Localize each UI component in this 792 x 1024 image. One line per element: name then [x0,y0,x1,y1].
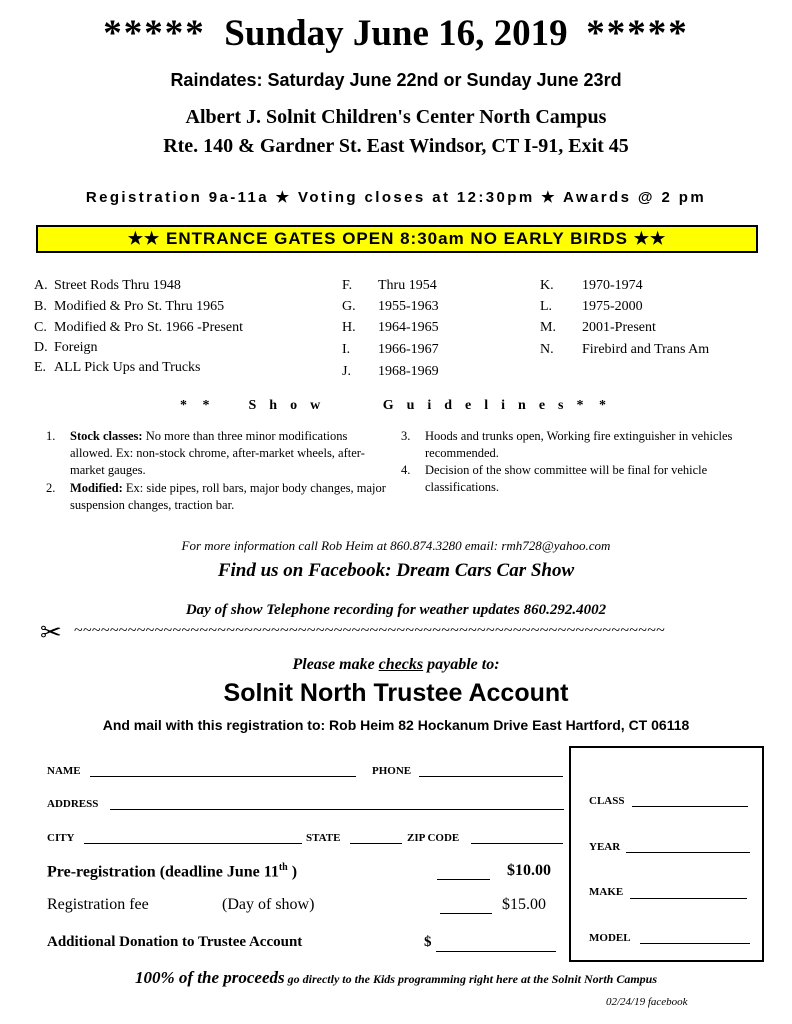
class-label: Street Rods Thru 1948 [54,278,181,293]
guideline-text: No more than three minor modifications allowed. Ex: non-stock chrome, after-market wheels, after-market gauges. [70,429,365,477]
class-item [540,299,643,315]
class-key: G. [342,299,356,314]
registration-fee-label: Registration fee [47,896,149,913]
guideline-number: 2. [46,481,56,495]
proceeds-small: go directly to the Kids programming right here at the Solnit North Campus [284,972,658,986]
class-item [34,299,224,315]
class-label: ALL Pick Ups and Trucks [54,360,201,375]
model-label: MODEL [589,932,631,944]
class-item [342,320,439,336]
class-key: N. [540,342,554,357]
class-label: 1955-1963 [378,299,439,314]
flyer-date: 02/24/19 facebook [606,996,688,1008]
class-item [342,278,437,294]
class-key: D. [34,340,48,355]
schedule-line: Registration 9a-11a ★ Voting closes at 12:30pm ★ Awards @ 2 pm [85,189,707,206]
proceeds-line [0,968,792,988]
class-label: CLASS [589,795,625,807]
class-item [34,278,181,294]
city-field[interactable] [84,843,302,844]
scissors-icon: ✂ [40,618,62,647]
class-label: 1975-2000 [582,299,643,314]
cut-line: ~~~~~~~~~~~~~~~~~~~~~~~~~~~~~~~~~~~~~~~~~~~~~~~~~~~~~~~~~~~~~~~~~~ [74,622,666,639]
venue-name: Albert J. Solnit Children's Center North Campus [185,106,607,128]
guideline-4 [401,462,741,498]
class-item [34,360,201,376]
class-key: J. [342,364,351,379]
guideline-number: 3. [401,429,411,443]
facebook-line: Find us on Facebook: Dream Cars Car Show [217,560,575,581]
class-key: E. [34,360,47,375]
prereg-text: Pre-registration (deadline June 11 [47,863,279,881]
name-label: NAME [47,765,81,777]
preregistration-label [47,862,297,881]
state-field[interactable] [350,843,402,844]
guideline-number: 1. [46,429,56,443]
class-key: M. [540,320,556,335]
class-label: 1968-1969 [378,364,439,379]
class-label: 1970-1974 [582,278,643,293]
donation-label: Additional Donation to Trustee Account [47,934,303,950]
raindates: Raindates: Saturday June 22nd or Sunday June 23rd [170,70,622,90]
mail-address: And mail with this registration to: Rob Heim 82 Hockanum Drive East Hartford, CT 06118 [102,717,690,733]
class-label: Thru 1954 [378,278,437,293]
trustee-account: Solnit North Trustee Account [223,679,569,707]
year-label: YEAR [589,841,621,853]
class-label: Firebird and Trans Am [582,342,710,357]
year-field[interactable] [626,852,750,853]
vehicle-info-box [569,746,764,962]
class-item [540,320,656,336]
show-guidelines-heading: * * Show Guidelines* * [180,398,612,413]
contact-info: For more information call Rob Heim at 860.874.3280 email: rmh728@yahoo.com [181,538,611,553]
phone-label: PHONE [372,765,412,777]
class-key: L. [540,299,553,314]
preregistration-check-field[interactable] [437,879,490,880]
class-field[interactable] [632,806,748,807]
entrance-banner: ★★ ENTRANCE GATES OPEN 8:30am NO EARLY BIRDS ★★ [36,225,758,253]
checks-word: checks [378,656,424,673]
checks-pre: Please make [292,656,379,673]
proceeds-big: 100% of the proceeds [134,968,285,987]
guideline-text: Hoods and trunks open, Working fire extinguisher in vehicles recommended. [425,429,733,460]
phone-field[interactable] [419,776,563,777]
class-key: F. [342,278,353,293]
class-label: 1964-1965 [378,320,439,335]
address-field[interactable] [110,809,564,810]
guideline-bold: Stock classes: [70,429,143,443]
class-label: Modified & Pro St. 1966 -Present [54,320,243,335]
stars-left: ***** [103,13,206,54]
name-field[interactable] [90,776,356,777]
weather-phone-line: Day of show Telephone recording for weather updates 860.292.4002 [185,602,607,618]
zip-field[interactable] [471,843,563,844]
checks-post: payable to: [423,656,500,673]
registration-fee-check-field[interactable] [440,913,492,914]
guideline-2 [46,480,386,516]
class-key: C. [34,320,47,335]
stars-right: ***** [586,13,689,54]
class-item [540,342,709,358]
class-item [34,320,243,336]
guideline-number: 4. [401,463,411,477]
guideline-text: Ex: side pipes, roll bars, major body changes, major suspension changes, traction bar. [70,481,386,512]
class-item [342,299,439,315]
class-item [342,364,439,380]
state-label: STATE [306,832,341,844]
guideline-3 [401,428,741,464]
venue-address: Rte. 140 & Gardner St. East Windsor, CT I-91, Exit 45 [163,135,629,157]
guideline-bold: Modified: [70,481,123,495]
guideline-1 [46,428,386,480]
address-label: ADDRESS [47,798,99,810]
class-key: H. [342,320,356,335]
registration-fee: $15.00 [502,896,546,913]
class-label: 2001-Present [582,320,656,335]
preregistration-fee: $10.00 [507,862,551,879]
prereg-close: ) [287,863,298,881]
class-key: B. [34,299,47,314]
donation-amount-field[interactable] [436,951,556,952]
class-item [540,278,643,294]
class-item [342,342,439,358]
guideline-text: Decision of the show committee will be final for vehicle classifications. [425,463,708,494]
checks-payable-line [0,656,792,674]
class-label: 1966-1967 [378,342,439,357]
donation-dollar-sign: $ [424,934,432,950]
event-date: Sunday June 16, 2019 [224,13,568,54]
model-field[interactable] [640,943,750,944]
class-key: A. [34,278,48,293]
class-label: Foreign [54,340,98,355]
class-key: K. [540,278,554,293]
class-item [34,340,98,356]
class-label: Modified & Pro St. Thru 1965 [54,299,225,314]
zip-label: ZIP CODE [407,832,460,844]
make-field[interactable] [630,898,747,899]
registration-fee-note: (Day of show) [222,896,315,913]
city-label: CITY [47,832,75,844]
make-label: MAKE [589,886,624,898]
event-date-title [0,12,792,55]
class-key: I. [342,342,351,357]
prereg-sup: th [278,862,288,873]
